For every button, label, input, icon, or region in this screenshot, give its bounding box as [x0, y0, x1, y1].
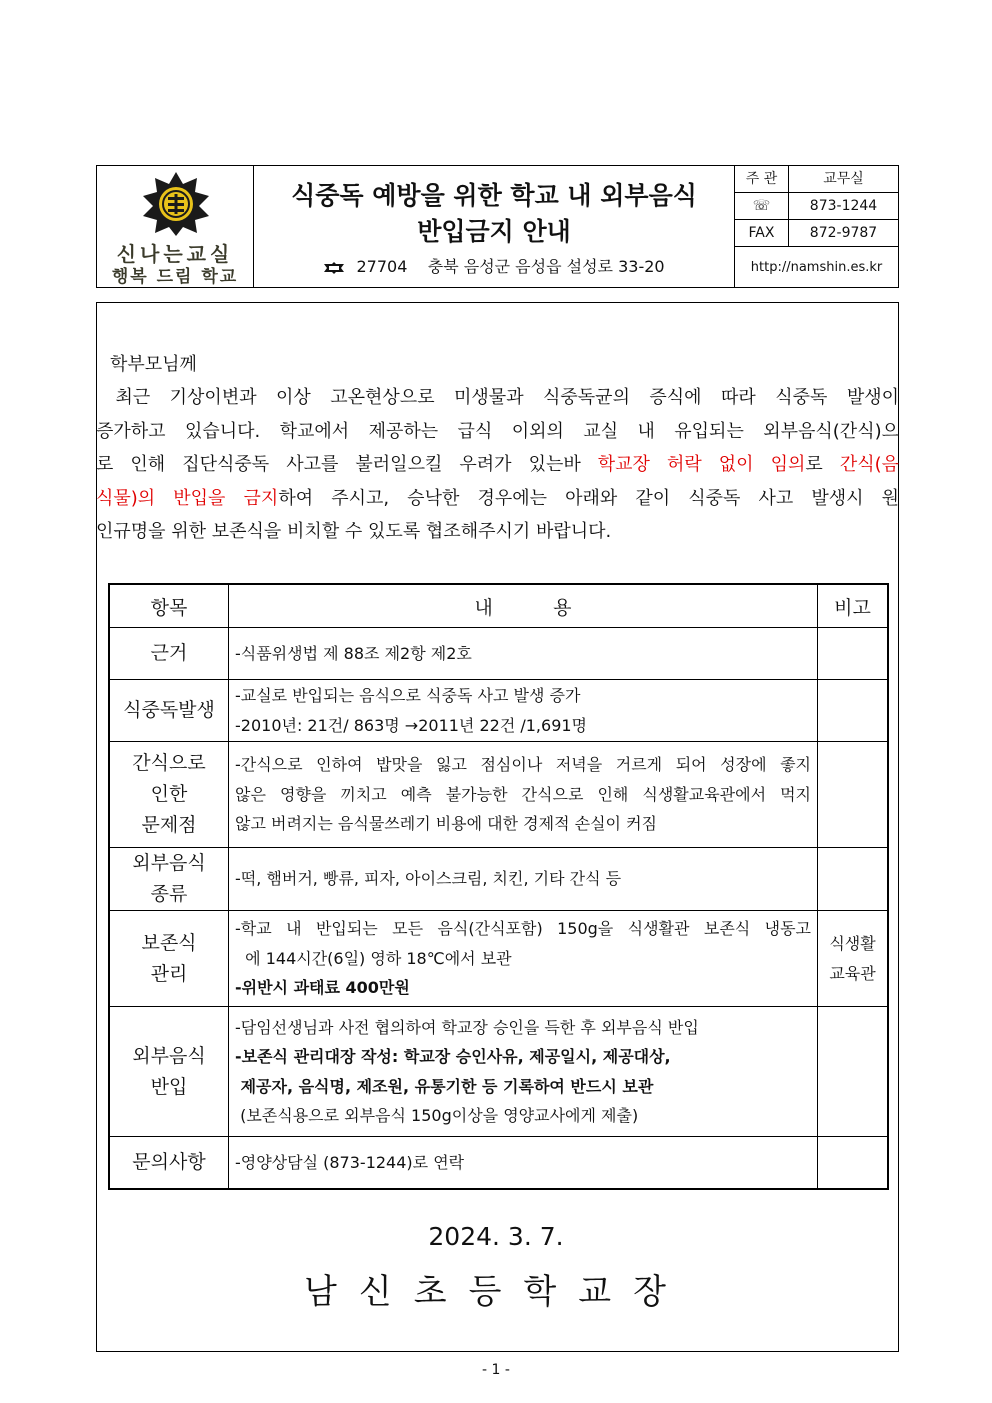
page-number: - 1 -: [482, 1362, 510, 1378]
row-note: [818, 848, 889, 911]
row-content-line: (보존식용으로 외부음식 150g이상을 영양교사에게 제출): [235, 1106, 639, 1125]
school-url[interactable]: http://namshin.es.kr: [750, 259, 883, 275]
contact-key: 주 관: [735, 166, 789, 192]
row-content-line: -떡, 햄버거, 빵류, 피자, 아이스크림, 치킨, 기타 간식 등: [235, 869, 622, 889]
paragraph-line: [96, 415, 899, 449]
row-item-text: 관리: [150, 962, 188, 985]
table-row: [109, 680, 888, 742]
row-content-line: -학교 내 반입되는 모든 음식(간식포함) 150g을 식생활관 보존식 냉동고: [235, 919, 811, 939]
issue-date: 2024. 3. 7.: [428, 1222, 564, 1251]
table-row: [109, 742, 888, 848]
paragraph-line: [96, 448, 899, 482]
row-note: [818, 1007, 889, 1137]
row-content-line: -영양상담실 (873-1244)로 연락: [235, 1152, 465, 1172]
row-content: [229, 848, 818, 911]
contact-key: FAX: [735, 220, 789, 246]
row-content-line: -간식으로 인하여 밥맛을 잃고 점심이나 저녁을 거르게 되어 성장에 좋지: [235, 755, 811, 775]
row-content-line: -보존식 관리대장 작성: 학교장 승인사유, 제공일시, 제공대상,: [235, 1047, 671, 1066]
row-note: [818, 628, 889, 680]
postal-mark-icon: [323, 261, 345, 275]
row-item-text: 인한: [150, 783, 188, 805]
phone-icon: ☏: [735, 193, 789, 219]
row-content-line: -식품위생법 제 88조 제2항 제2호: [235, 643, 472, 663]
paragraph-text: 최근 기상이변과 이상 고온현상으로 미생물과 식중독균의 증식에 따라 식중독 발생이: [96, 387, 899, 408]
contact-value: 교무실: [823, 171, 864, 187]
paragraph-text: 하여 주시고, 승낙한 경우에는 아래와 같이 식중독 사고 발생시 원: [278, 487, 899, 509]
row-content-line: 에 144시간(6일) 영하 18℃에서 보관: [235, 948, 512, 968]
notice-paragraph: [96, 381, 899, 549]
row-item: [109, 742, 229, 848]
contact-value: 872-9787: [809, 225, 878, 241]
row-content-line: -위반시 과태료 400만원: [235, 978, 410, 998]
row-item-text: 문제점: [141, 814, 197, 836]
row-item-text: 근거: [150, 642, 188, 664]
table-row: [109, 848, 888, 911]
row-note: [818, 742, 889, 848]
row-item: [109, 628, 229, 680]
contact-row-department: [735, 166, 898, 193]
school-emblem-icon: [139, 170, 213, 238]
row-item: [109, 680, 229, 742]
table-row: [109, 1137, 888, 1189]
header-content: 내 용: [229, 584, 818, 628]
row-note-text: 교육관: [829, 963, 876, 983]
row-item-text: 간식으로: [132, 752, 206, 774]
table-row: [109, 911, 888, 1007]
slogan-line-2: 행복 드림 학교: [111, 267, 239, 287]
row-content: [229, 911, 818, 1007]
greeting: 학부모님께: [110, 354, 197, 375]
row-content: [229, 1137, 818, 1189]
row-item-text: 반입: [150, 1075, 188, 1098]
row-item-text: 외부음식: [132, 852, 206, 874]
row-item: [109, 1007, 229, 1137]
header-item: 항목: [109, 584, 229, 628]
contact-info-block: [735, 166, 898, 287]
document-title-line-2: 반입금지 안내: [417, 217, 571, 246]
paragraph-line: [96, 515, 899, 549]
paragraph-text: 증가하고 있습니다. 학교에서 제공하는 급식 이외의 교실 내 유입되는 외부음식(간식)으: [96, 420, 899, 442]
row-content: [229, 628, 818, 680]
row-content-line: -2010년: 21건/ 863명 →2011년 22건 /1,691명: [235, 715, 588, 735]
paragraph-text: 로: [805, 454, 840, 475]
highlight-text: 학교장 허락 없이 임의: [597, 454, 806, 475]
row-content-line: 않고 버려지는 음식물쓰레기 비용에 대한 경제적 손실이 커짐: [235, 814, 658, 834]
paragraph-line: [96, 381, 899, 415]
school-logo-block: [97, 166, 254, 287]
title-block: [254, 166, 735, 287]
highlight-text: 식물)의 반입을 금지: [96, 487, 279, 509]
row-content-line: 않은 영향을 끼치고 예측 불가능한 간식으로 인해 식생활교육관에서 먹지: [235, 784, 811, 804]
row-content-line: -교실로 반입되는 음식으로 식중독 사고 발생 증가: [235, 686, 581, 705]
table-header-row: [109, 584, 888, 628]
row-note: [818, 911, 889, 1007]
highlight-text: 간식(음: [839, 454, 899, 475]
contact-value: 873-1244: [809, 198, 878, 214]
row-content-line: -담임선생님과 사전 협의하여 학교장 승인을 득한 후 외부음식 반입: [235, 1017, 699, 1037]
principal-signature: 남신초등학교장: [304, 1272, 688, 1312]
table-row: [109, 628, 888, 680]
row-content: [229, 742, 818, 848]
paragraph-line: [96, 482, 899, 516]
row-item-text: 문의사항: [132, 1150, 206, 1173]
info-table: [108, 583, 889, 1190]
paragraph-text: 인규명을 위한 보존식을 비치할 수 있도록 협조해주시기 바랍니다.: [96, 521, 612, 542]
header-note: 비고: [818, 584, 889, 628]
row-item-text: 외부음식: [132, 1044, 206, 1067]
row-content-line: 제공자, 음식명, 제조원, 유통기한 등 기록하여 반드시 보관: [235, 1076, 654, 1096]
row-note: [818, 1137, 889, 1189]
row-content: [229, 680, 818, 742]
postal-code: 27704: [356, 257, 408, 276]
row-note: [818, 680, 889, 742]
letterhead: [96, 165, 899, 288]
row-note-text: 식생활: [829, 933, 876, 953]
row-item-text: 보존식: [141, 931, 197, 954]
row-item: [109, 1137, 229, 1189]
contact-row-phone: [735, 193, 898, 220]
row-item-text: 식중독발생: [123, 699, 215, 721]
row-item-text: 종류: [150, 883, 188, 905]
paragraph-text: 로 인해 집단식중독 사고를 불러일으킬 우려가 있는바: [96, 454, 598, 475]
contact-row-fax: [735, 220, 898, 247]
row-item: [109, 911, 229, 1007]
row-content: [229, 1007, 818, 1137]
school-address: [254, 254, 734, 277]
document-title-line-1: 식중독 예방을 위한 학교 내 외부음식: [291, 181, 697, 210]
slogan-line-1: 신나는교실: [116, 242, 234, 266]
row-item: [109, 848, 229, 911]
address-text: 충북 음성군 음성읍 설성로 33-20: [427, 257, 665, 276]
table-row: [109, 1007, 888, 1137]
